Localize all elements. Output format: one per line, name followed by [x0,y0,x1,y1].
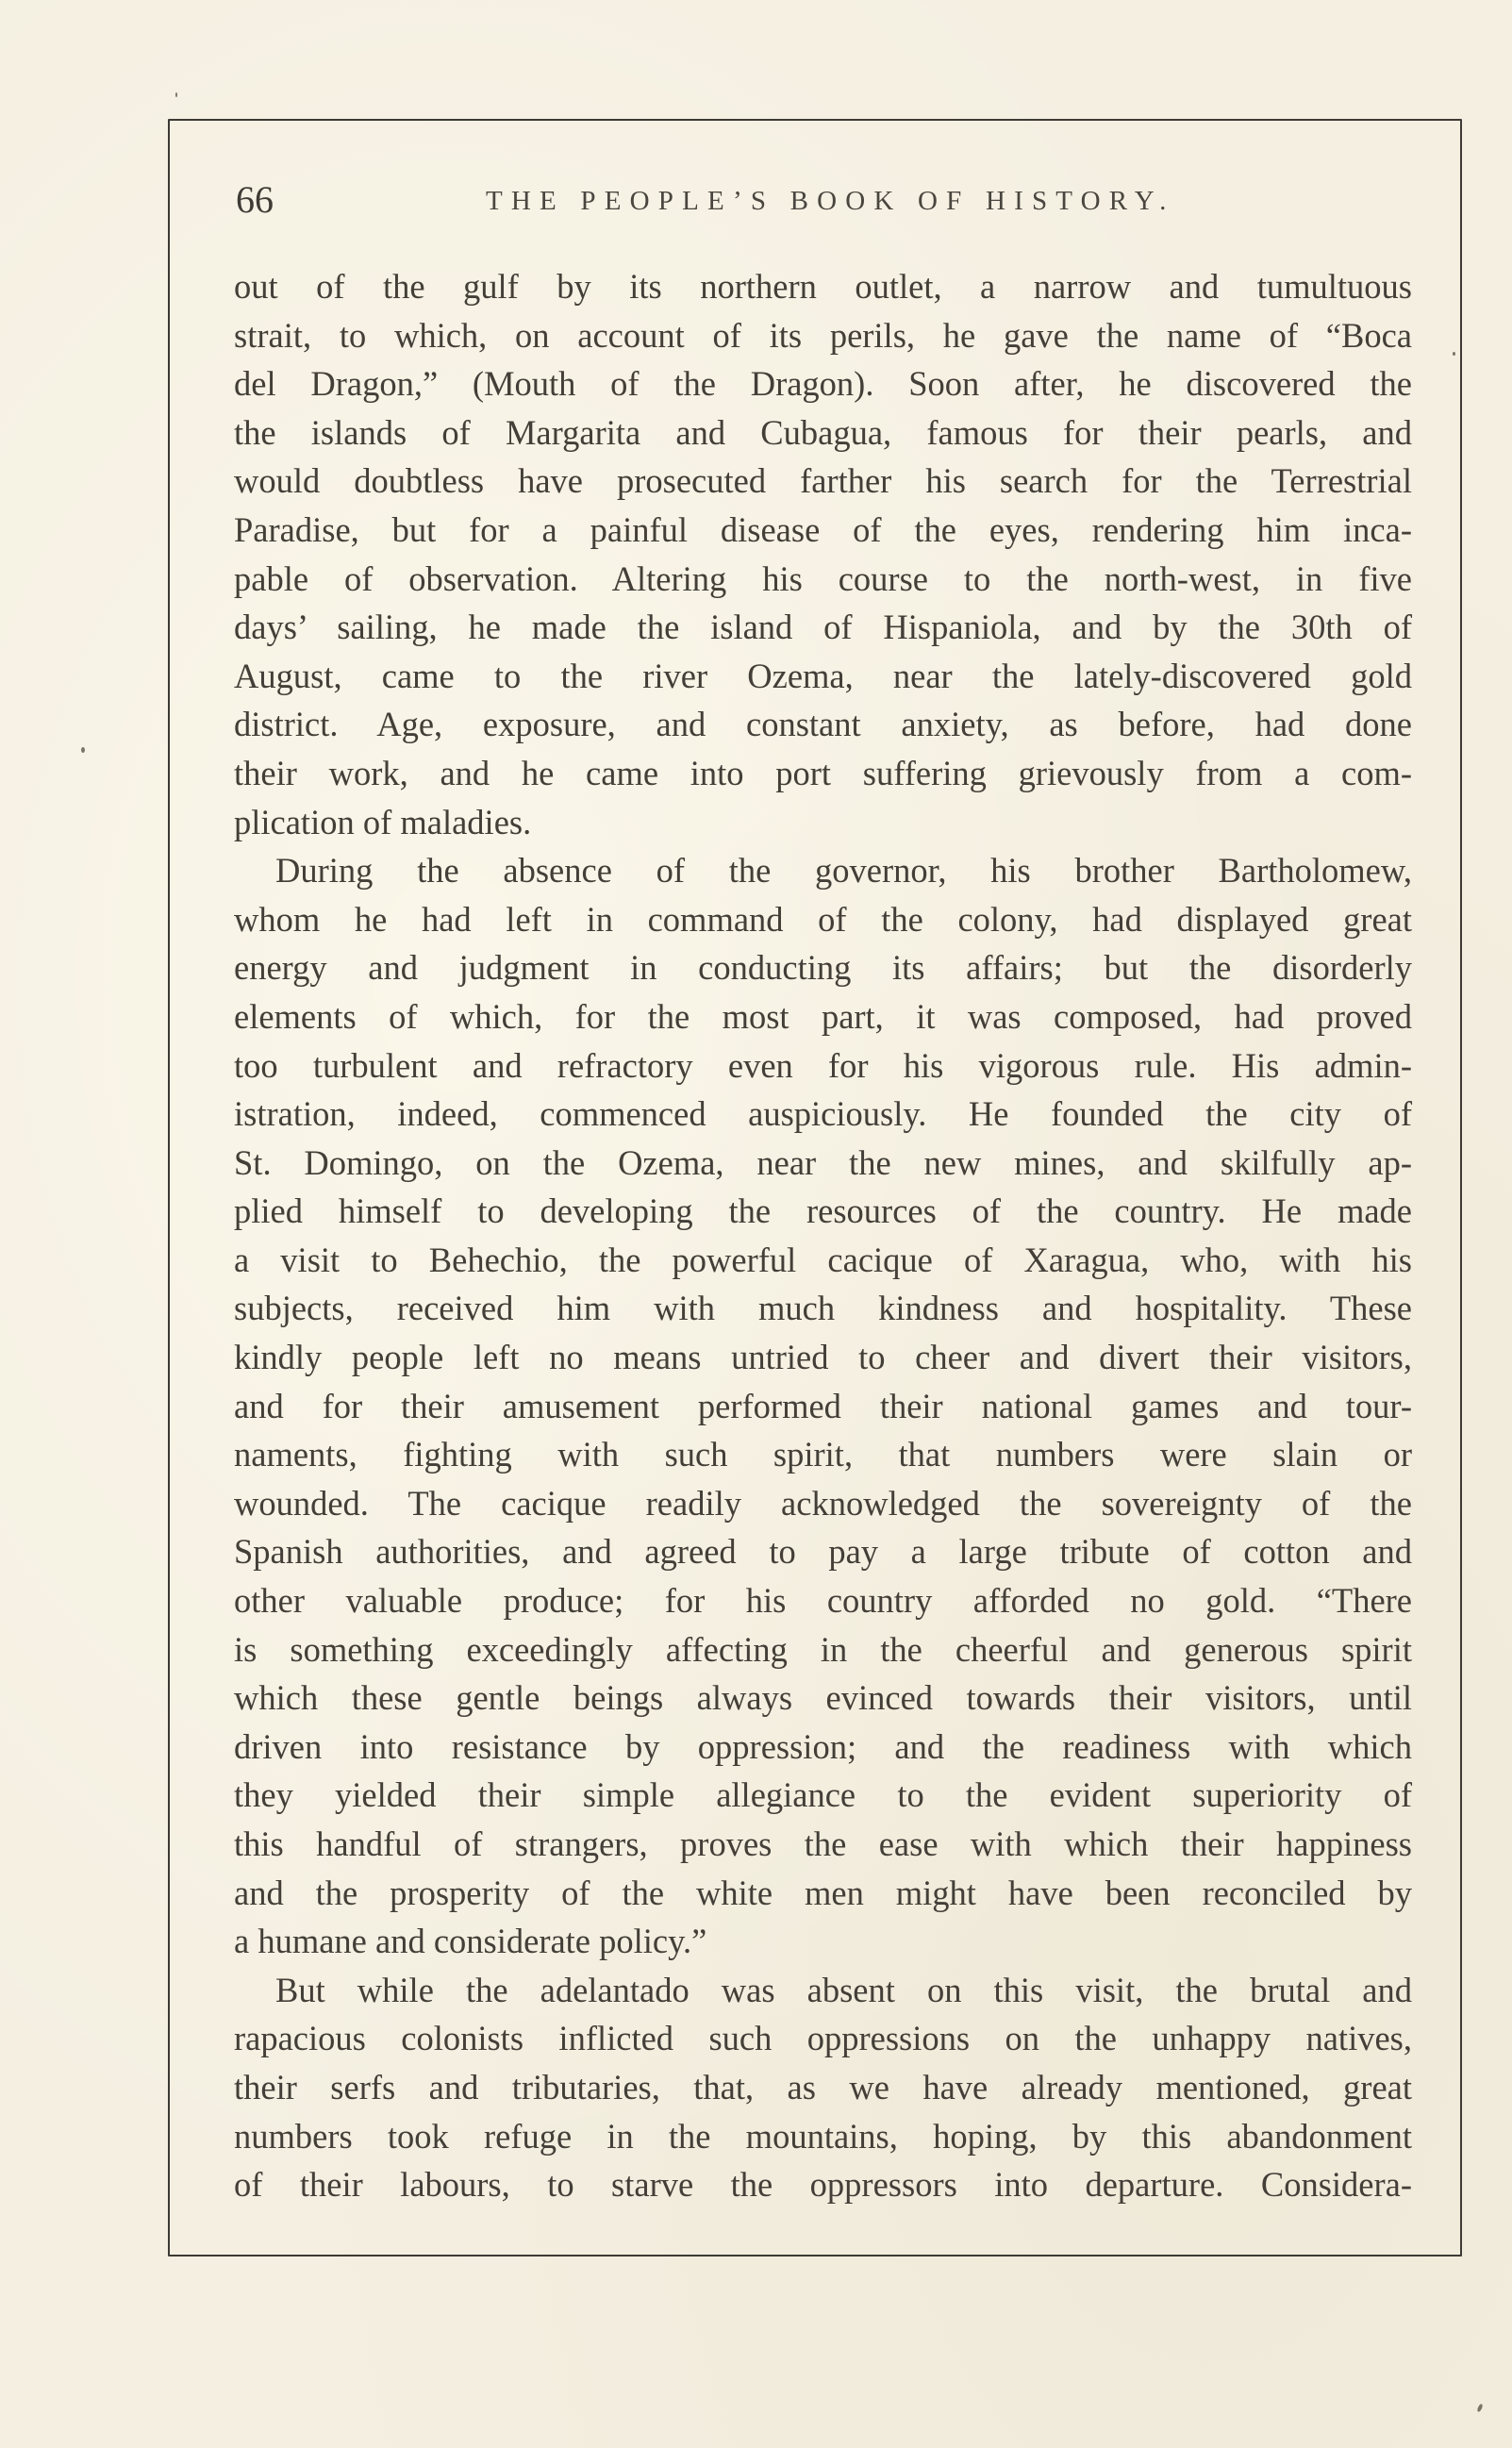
text-line: out of the gulf by its northern outlet, a narrow and tumultuous [234,267,1412,306]
paper-speck [81,747,85,753]
text-line: energy and judgment in conducting its affairs; but the disorderly [234,948,1412,988]
text-line: kindly people left no means untried to cheer and divert their visitors, [234,1338,1412,1377]
text-line: St. Domingo, on the Ozema, near the new mines, and skilfully ap- [234,1142,1412,1182]
text-line: Paradise, but for a painful disease of the eyes, rendering him inca- [234,509,1412,549]
text-line: wounded. The cacique readily acknowledged the sovereignty of the [234,1483,1412,1523]
body-text [234,262,1412,2209]
text-line: istration, indeed, commenced auspiciously. He founded the city of [234,1094,1412,1134]
page-number: 66 [236,178,274,221]
paragraph-first-line: But while the adelantado was absent on this visit, the brutal and [275,1970,1412,2009]
text-line: Spanish authorities, and agreed to pay a large tribute of cotton and [234,1532,1412,1572]
text-line: del Dragon,” (Mouth of the Dragon). Soon after, he discovered the [234,364,1412,404]
text-line: their serfs and tributaries, that, as we have already mentioned, great [234,2067,1412,2107]
text-line: a humane and considerate policy.” [234,1922,707,1961]
text-line: too turbulent and refractory even for his vigorous rule. His admin- [234,1045,1412,1085]
text-line: subjects, received him with much kindness and hospitality. These [234,1289,1412,1328]
text-line: a visit to Behechio, the powerful cacique of Xaragua, who, with his [234,1240,1412,1279]
paper-speck [1453,352,1455,356]
paper-speck [175,92,177,97]
text-line: this handful of strangers, proves the ease with which their happiness [234,1824,1412,1863]
text-line: rapacious colonists inflicted such oppressions on the unhappy natives, [234,2019,1412,2058]
text-line: the islands of Margarita and Cubagua, famous for their pearls, and [234,412,1412,452]
text-line: whom he had left in command of the colony, had displayed great [234,899,1412,939]
text-line: they yielded their simple allegiance to the evident superiority of [234,1775,1412,1815]
text-line: district. Age, exposure, and constant anxiety, as before, had done [234,705,1412,744]
text-line: driven into resistance by oppression; and the readiness with which [234,1726,1412,1766]
text-line: and the prosperity of the white men might have been reconciled by [234,1873,1412,1912]
text-line: plied himself to developing the resources of the country. He made [234,1191,1412,1231]
paper-speck [1476,2404,1483,2413]
text-line: naments, fighting with such spirit, that numbers were slain or [234,1435,1412,1474]
text-line: pable of observation. Altering his course to the north-west, in five [234,558,1412,598]
text-line: is something exceedingly affecting in the cheerful and generous spirit [234,1629,1412,1669]
running-head [234,178,1412,221]
text-line: and for their amusement performed their national games and tour- [234,1386,1412,1425]
text-line: strait, to which, on account of its perils, he gave the name of “Boca [234,315,1412,355]
text-line: of their labours, to starve the oppressors into departure. Considera- [234,2165,1412,2205]
text-line: elements of which, for the most part, it was composed, had proved [234,996,1412,1036]
paragraph-first-line: During the absence of the governor, his brother Bartholomew, [275,851,1412,891]
text-line: other valuable produce; for his country afforded no gold. “There [234,1581,1412,1621]
text-line: plication of maladies. [234,802,532,841]
text-line: which these gentle beings always evinced towards their visitors, until [234,1678,1412,1718]
text-line: would doubtless have prosecuted farther his search for the Terrestrial [234,461,1412,501]
text-line: August, came to the river Ozema, near the lately-discovered gold [234,656,1412,695]
text-line: their work, and he came into port suffering grievously from a com- [234,753,1412,792]
text-line: days’ sailing, he made the island of Hispaniola, and by the 30th of [234,608,1412,647]
text-line: numbers took refuge in the mountains, hoping, by this abandonment [234,2116,1412,2156]
running-title: THE PEOPLE’S BOOK OF HISTORY. [486,186,1175,216]
